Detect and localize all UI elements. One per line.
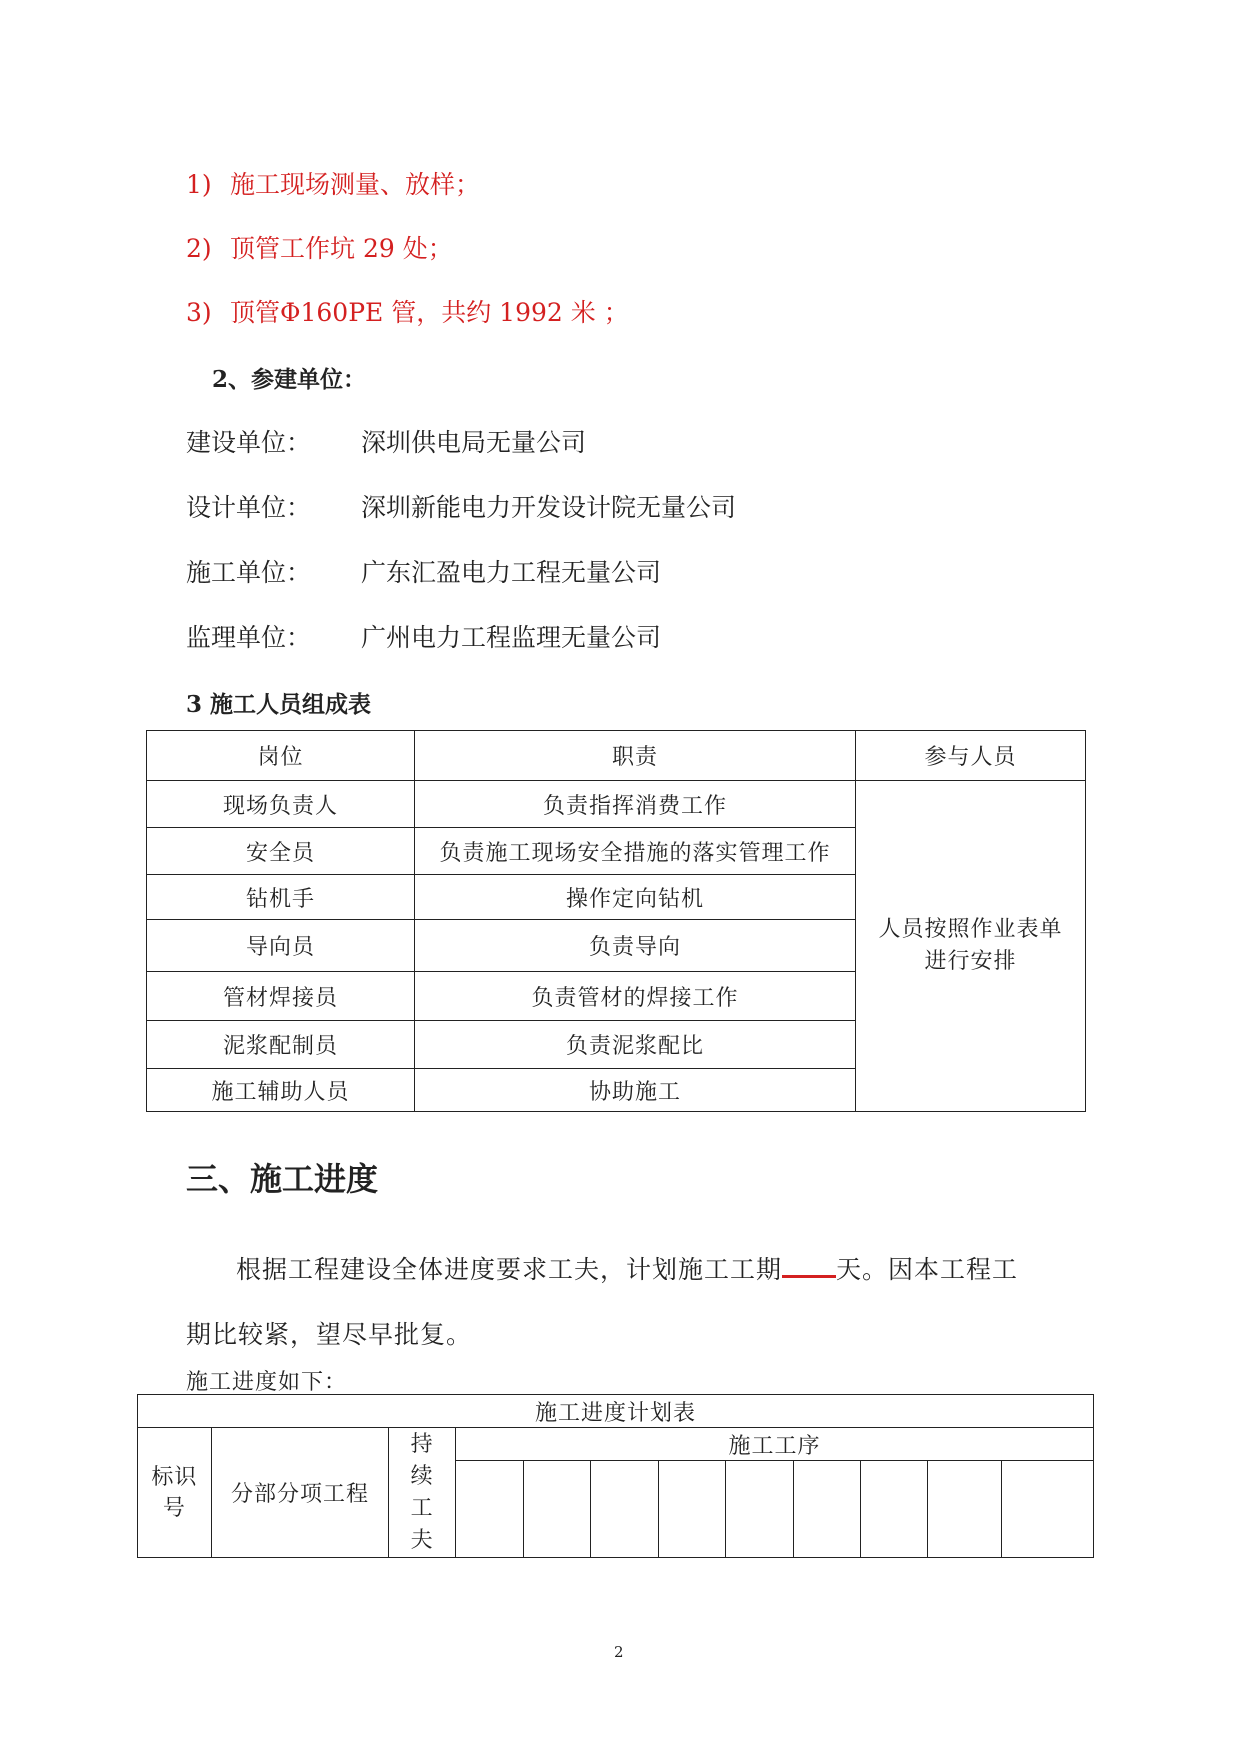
merged-note-line: 人员按照作业表单 xyxy=(878,917,1063,942)
scope-item-text: 施工现场测量、放样； xyxy=(230,170,481,199)
participant-value: 深圳供电局无量公司 xyxy=(361,428,587,457)
col-id-line: 标识 xyxy=(151,1464,198,1490)
duty-cell: 负责施工现场安全措施的落实管理工作 xyxy=(415,828,856,875)
scope-item-number: 1) xyxy=(186,170,212,199)
scope-item-text: 顶管工作坑 29 处； xyxy=(230,234,453,263)
scope-item-number: 3) xyxy=(186,298,212,327)
table-header-row xyxy=(147,731,1086,781)
table-header-cell: 参与人员 xyxy=(856,731,1086,781)
page-number: 2 xyxy=(614,1643,624,1661)
col-duration-header xyxy=(389,1428,456,1558)
participant-label: 监理单位： xyxy=(186,623,312,652)
role-cell: 现场负责人 xyxy=(147,781,415,828)
duty-cell: 负责管材的焊接工作 xyxy=(415,972,856,1021)
role-cell: 施工辅助人员 xyxy=(147,1069,415,1112)
participant-label: 施工单位： xyxy=(186,558,312,587)
schedule-title-row xyxy=(138,1395,1094,1428)
scope-item-text: 顶管Φ160PE 管，共约 1992 米 ； xyxy=(230,298,629,327)
duration-blank xyxy=(782,1253,836,1278)
participants-merged-cell xyxy=(856,781,1086,1112)
duty-cell: 负责导向 xyxy=(415,920,856,972)
scope-item-number: 2) xyxy=(186,234,212,263)
staff-table xyxy=(146,730,1086,1112)
duty-cell: 负责泥浆配比 xyxy=(415,1021,856,1069)
duty-cell: 操作定向钻机 xyxy=(415,875,856,920)
duty-cell: 负责指挥消费工作 xyxy=(415,781,856,828)
duration-char: 续 xyxy=(410,1463,434,1489)
col-item-header: 分部分项工程 xyxy=(211,1428,389,1558)
section-heading: 三、施工进度 xyxy=(186,1160,379,1198)
process-cell xyxy=(726,1461,794,1558)
role-cell: 安全员 xyxy=(147,828,415,875)
role-cell: 泥浆配制员 xyxy=(147,1021,415,1069)
progress-paragraph-line2: 期比较紧，望尽早批复。 xyxy=(186,1320,473,1349)
process-cell xyxy=(591,1461,659,1558)
merged-note-line: 进行安排 xyxy=(924,949,1017,974)
participant-label: 设计单位： xyxy=(186,493,312,522)
duty-cell: 协助施工 xyxy=(415,1069,856,1112)
schedule-header-row xyxy=(138,1428,1094,1461)
participants-heading: 2、参建单位： xyxy=(212,366,367,393)
col-id-header xyxy=(138,1428,212,1558)
role-cell: 管材焊接员 xyxy=(147,972,415,1021)
col-process-header: 施工工序 xyxy=(455,1428,1093,1461)
role-cell: 钻机手 xyxy=(147,875,415,920)
process-cell xyxy=(928,1461,1002,1558)
process-cell xyxy=(523,1461,591,1558)
scope-item-1 xyxy=(186,165,480,201)
duration-char: 持 xyxy=(410,1431,434,1457)
process-cell xyxy=(1002,1461,1094,1558)
table-header-cell: 岗位 xyxy=(147,731,415,781)
participant-value: 广州电力工程监理无量公司 xyxy=(361,623,662,652)
progress-paragraph xyxy=(236,1250,1018,1286)
participant-label: 建设单位： xyxy=(186,428,312,457)
table-row xyxy=(147,781,1086,828)
staff-table-heading: 3 施工人员组成表 xyxy=(186,691,372,718)
role-cell: 导向员 xyxy=(147,920,415,972)
schedule-table xyxy=(137,1394,1094,1558)
duration-char: 工 xyxy=(410,1495,434,1521)
participant-value: 深圳新能电力开发设计院无量公司 xyxy=(361,493,737,522)
process-cell xyxy=(455,1461,523,1558)
table-header-cell: 职责 xyxy=(415,731,856,781)
col-id-line: 号 xyxy=(162,1495,186,1521)
schedule-title: 施工进度计划表 xyxy=(138,1395,1094,1428)
process-cell xyxy=(860,1461,928,1558)
process-cell xyxy=(794,1461,861,1558)
participant-value: 广东汇盈电力工程无量公司 xyxy=(361,558,662,587)
paragraph-text: 天。因本工程工 xyxy=(836,1255,1019,1284)
scope-item-2 xyxy=(186,229,453,265)
progress-intro: 施工进度如下： xyxy=(186,1370,348,1395)
paragraph-text: 根据工程建设全体进度要求工夫，计划施工工期 xyxy=(236,1255,783,1284)
scope-item-3 xyxy=(186,293,629,329)
duration-char: 夫 xyxy=(410,1527,434,1553)
process-cell xyxy=(658,1461,726,1558)
